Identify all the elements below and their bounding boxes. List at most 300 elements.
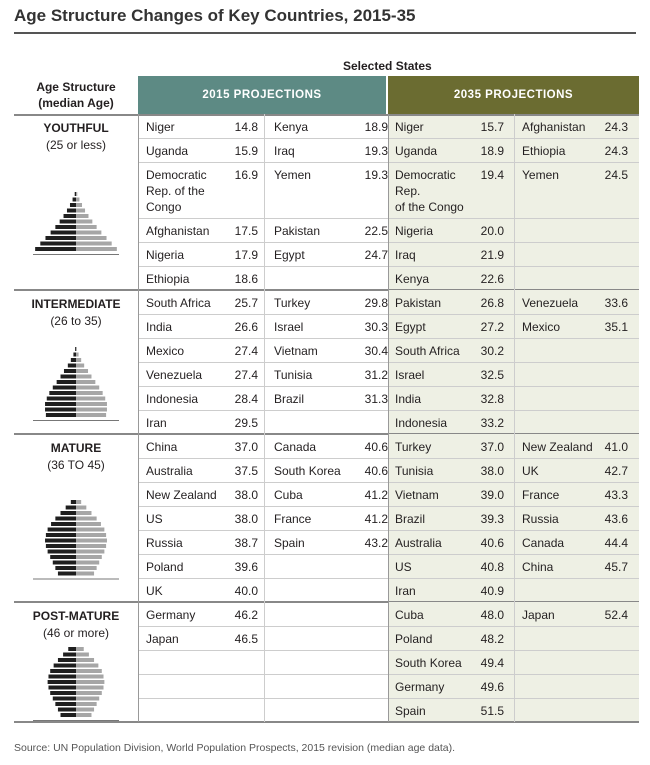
column-divider bbox=[514, 114, 515, 722]
median-age-value: 40.6 bbox=[364, 440, 388, 454]
median-age-value: 22.5 bbox=[364, 224, 388, 238]
median-age-value: 40.0 bbox=[234, 584, 258, 598]
country-name: Venezuela bbox=[522, 296, 579, 310]
pyramid-bar-male bbox=[57, 380, 76, 384]
pyramid-bar-female bbox=[76, 544, 106, 548]
pyramid-bar-male bbox=[48, 528, 76, 532]
pyramid-bar-male bbox=[35, 247, 76, 251]
median-age-value: 43.3 bbox=[604, 488, 628, 502]
age-structure-header-line2: (median Age) bbox=[38, 96, 114, 110]
pyramid-bar-female bbox=[76, 369, 88, 373]
country-name: UK bbox=[522, 464, 539, 478]
pyramid-bar-male bbox=[66, 506, 76, 510]
country-name: Iraq bbox=[274, 144, 295, 158]
pyramid-bar-female bbox=[76, 572, 94, 576]
median-age-value: 18.6 bbox=[234, 272, 258, 286]
row-divider bbox=[138, 530, 388, 531]
age-structure-header-line1: Age Structure bbox=[36, 80, 116, 94]
country-cell bbox=[146, 167, 258, 217]
median-age-value: 39.6 bbox=[234, 560, 258, 574]
pyramid-bar-female bbox=[76, 669, 102, 673]
country-name: Poland bbox=[146, 560, 184, 574]
row-divider bbox=[138, 578, 388, 579]
country-name: Germany bbox=[146, 608, 196, 622]
country-cell bbox=[395, 487, 504, 505]
country-cell bbox=[522, 463, 628, 481]
pyramid-bar-female bbox=[76, 247, 117, 251]
pyramid-bar-male bbox=[61, 511, 76, 515]
pyramid-bar-female bbox=[76, 707, 94, 711]
country-name: France bbox=[522, 488, 560, 502]
median-age-value: 40.6 bbox=[480, 536, 504, 550]
pyramid-bar-female bbox=[76, 396, 105, 400]
median-age-value: 38.0 bbox=[234, 488, 258, 502]
country-cell bbox=[146, 343, 258, 361]
country-name: Iran bbox=[146, 416, 167, 430]
pyramid-bar-female bbox=[76, 413, 106, 417]
median-age-value: 37.0 bbox=[480, 440, 504, 454]
section-label bbox=[14, 440, 138, 474]
pyramid-bar-male bbox=[47, 396, 76, 400]
pyramid-bar-male bbox=[50, 669, 76, 673]
country-name: Cuba bbox=[274, 488, 303, 502]
country-name: Indonesia bbox=[395, 416, 448, 430]
pyramid-bar-male bbox=[51, 522, 76, 526]
country-name: Nigeria bbox=[146, 248, 185, 262]
country-cell bbox=[274, 247, 388, 265]
pyramid-bar-female bbox=[76, 380, 95, 384]
country-name: US bbox=[395, 560, 412, 574]
country-name: Ethiopia bbox=[522, 144, 566, 158]
median-age-value: 52.4 bbox=[604, 608, 628, 622]
median-age-value: 24.7 bbox=[364, 248, 388, 262]
pyramid-bar-female bbox=[76, 528, 104, 532]
country-name: Egypt bbox=[274, 248, 305, 262]
median-age-value: 18.9 bbox=[364, 120, 388, 134]
country-name: Venezuela bbox=[146, 368, 203, 382]
country-cell bbox=[395, 559, 504, 577]
country-name: Uganda bbox=[146, 144, 189, 158]
section-range: (26 to 35) bbox=[50, 314, 102, 328]
median-age-value: 43.6 bbox=[604, 512, 628, 526]
country-name: Democratic Rep. of the Congo bbox=[146, 168, 207, 214]
country-name: Vietnam bbox=[274, 344, 318, 358]
country-name: Pakistan bbox=[274, 224, 321, 238]
pyramid-bar-female bbox=[76, 214, 88, 218]
country-cell bbox=[395, 223, 504, 241]
country-name: Spain bbox=[395, 704, 426, 718]
column-divider bbox=[388, 114, 389, 722]
pyramid-bar-female bbox=[76, 658, 94, 662]
pyramid-bar-male bbox=[49, 391, 76, 395]
selected-states-label: Selected States bbox=[343, 59, 432, 73]
country-cell bbox=[274, 143, 388, 161]
pyramid-bar-male bbox=[75, 192, 76, 196]
pyramid-bar-male bbox=[46, 413, 76, 417]
country-name: South Korea bbox=[395, 656, 462, 670]
country-cell bbox=[522, 511, 628, 529]
country-cell bbox=[522, 559, 628, 577]
median-age-value: 29.8 bbox=[364, 296, 388, 310]
pyramid-bar-female bbox=[76, 358, 81, 362]
pyramid-bar-female bbox=[76, 533, 106, 537]
pyramid-bar-male bbox=[45, 236, 76, 240]
pyramid-bar-male bbox=[60, 220, 76, 224]
country-cell bbox=[146, 535, 258, 553]
pyramid-bar-male bbox=[73, 198, 76, 202]
median-age-value: 42.7 bbox=[604, 464, 628, 478]
country-cell bbox=[395, 703, 504, 721]
country-cell bbox=[274, 487, 388, 505]
country-name: South Africa bbox=[146, 296, 211, 310]
country-name: Japan bbox=[522, 608, 555, 622]
median-age-value: 16.9 bbox=[234, 168, 258, 182]
country-cell bbox=[274, 295, 388, 313]
country-name: Kenya bbox=[395, 272, 430, 286]
country-cell bbox=[146, 247, 258, 265]
country-cell bbox=[395, 367, 504, 385]
country-name: Nigeria bbox=[395, 224, 434, 238]
pyramid-bar-female bbox=[76, 374, 91, 378]
country-cell bbox=[146, 439, 258, 457]
section-name: POST-MATURE bbox=[32, 609, 120, 623]
country-cell bbox=[395, 167, 504, 217]
median-age-value: 24.3 bbox=[604, 144, 628, 158]
median-age-value: 30.2 bbox=[480, 344, 504, 358]
country-name: Afghanistan bbox=[522, 120, 586, 134]
pyramid-bar-female bbox=[76, 209, 85, 213]
median-age-value: 25.7 bbox=[234, 296, 258, 310]
country-cell bbox=[395, 679, 504, 697]
country-name: Mexico bbox=[146, 344, 185, 358]
section-range: (36 TO 45) bbox=[47, 458, 105, 472]
country-cell bbox=[395, 535, 504, 553]
median-age-value: 20.0 bbox=[480, 224, 504, 238]
median-age-value: 41.2 bbox=[364, 488, 388, 502]
pyramid-bar-female bbox=[76, 702, 97, 706]
pyramid-bar-female bbox=[76, 663, 98, 667]
pyramid-bar-female bbox=[76, 352, 79, 356]
median-age-value: 24.5 bbox=[604, 168, 628, 182]
median-age-value: 30.4 bbox=[364, 344, 388, 358]
age-structure-header bbox=[14, 79, 138, 111]
country-name: Russia bbox=[146, 536, 183, 550]
median-age-value: 49.6 bbox=[480, 680, 504, 694]
country-cell bbox=[146, 391, 258, 409]
row-divider bbox=[138, 698, 388, 699]
pyramid-bar-female bbox=[76, 231, 101, 235]
pyramid-bar-male bbox=[58, 707, 76, 711]
median-age-value: 18.9 bbox=[480, 144, 504, 158]
population-pyramid-icon bbox=[31, 647, 121, 722]
pyramid-bar-male bbox=[48, 674, 76, 678]
country-name: Australia bbox=[395, 536, 442, 550]
median-age-value: 43.2 bbox=[364, 536, 388, 550]
row-divider bbox=[138, 362, 388, 363]
median-age-value: 29.5 bbox=[234, 416, 258, 430]
country-name: New Zealand bbox=[522, 440, 593, 454]
pyramid-bar-male bbox=[58, 658, 76, 662]
pyramid-bar-male bbox=[55, 566, 76, 570]
median-age-value: 26.6 bbox=[234, 320, 258, 334]
median-age-value: 17.5 bbox=[234, 224, 258, 238]
pyramid-bar-male bbox=[46, 544, 76, 548]
pyramid-bar-male bbox=[51, 231, 76, 235]
pyramid-bar-male bbox=[75, 347, 76, 351]
median-age-value: 15.9 bbox=[234, 144, 258, 158]
row-divider bbox=[138, 242, 388, 243]
country-name: Turkey bbox=[274, 296, 311, 310]
country-cell bbox=[522, 119, 628, 137]
pyramid-bar-male bbox=[48, 685, 76, 689]
country-name: South Korea bbox=[274, 464, 341, 478]
median-age-value: 19.4 bbox=[480, 168, 504, 182]
country-name: France bbox=[274, 512, 312, 526]
pyramid-bar-female bbox=[76, 236, 107, 240]
country-cell bbox=[274, 535, 388, 553]
country-cell bbox=[274, 367, 388, 385]
median-age-value: 38.0 bbox=[480, 464, 504, 478]
median-age-value: 46.5 bbox=[234, 632, 258, 646]
median-age-value: 31.2 bbox=[364, 368, 388, 382]
median-age-value: 45.7 bbox=[604, 560, 628, 574]
country-cell bbox=[146, 463, 258, 481]
median-age-value: 31.3 bbox=[364, 392, 388, 406]
section-name: INTERMEDIATE bbox=[31, 297, 121, 311]
country-cell bbox=[274, 463, 388, 481]
country-name: Niger bbox=[146, 120, 175, 134]
pyramid-bar-female bbox=[76, 713, 91, 717]
pyramid-bar-male bbox=[68, 363, 76, 367]
median-age-value: 22.6 bbox=[480, 272, 504, 286]
median-age-value: 41.2 bbox=[364, 512, 388, 526]
median-age-value: 41.0 bbox=[604, 440, 628, 454]
country-cell bbox=[395, 247, 504, 265]
median-age-value: 33.6 bbox=[604, 296, 628, 310]
median-age-value: 33.2 bbox=[480, 416, 504, 430]
country-name: Mexico bbox=[522, 320, 561, 334]
median-age-value: 14.8 bbox=[234, 120, 258, 134]
pyramid-bar-male bbox=[71, 358, 76, 362]
country-cell bbox=[146, 415, 258, 433]
country-cell bbox=[274, 511, 388, 529]
median-age-value: 48.2 bbox=[480, 632, 504, 646]
population-pyramid-icon bbox=[31, 347, 121, 422]
country-cell bbox=[395, 295, 504, 313]
pyramid-bar-male bbox=[53, 561, 76, 565]
row-divider bbox=[138, 482, 388, 483]
country-name: Tunisia bbox=[395, 464, 434, 478]
pyramid-bar-male bbox=[48, 680, 76, 684]
median-age-value: 35.1 bbox=[604, 320, 628, 334]
median-age-value: 37.0 bbox=[234, 440, 258, 454]
country-cell bbox=[274, 343, 388, 361]
country-name: Japan bbox=[146, 632, 179, 646]
pyramid-bar-female bbox=[76, 192, 77, 196]
pyramid-bar-male bbox=[45, 539, 76, 543]
median-age-value: 32.5 bbox=[480, 368, 504, 382]
section-name: YOUTHFUL bbox=[43, 121, 109, 135]
pyramid-bar-male bbox=[61, 374, 76, 378]
pyramid-bar-male bbox=[68, 647, 76, 651]
country-cell bbox=[395, 415, 504, 433]
country-name: Uganda bbox=[395, 144, 438, 158]
country-name: Israel bbox=[395, 368, 425, 382]
pyramid-bar-male bbox=[55, 517, 76, 521]
country-name: Iran bbox=[395, 584, 416, 598]
country-cell bbox=[146, 487, 258, 505]
pyramid-bar-female bbox=[76, 696, 99, 700]
country-cell bbox=[522, 167, 628, 217]
country-name: Niger bbox=[395, 120, 424, 134]
pyramid-bar-female bbox=[76, 242, 112, 246]
row-divider bbox=[138, 410, 388, 411]
pyramid-bar-male bbox=[50, 691, 76, 695]
row-divider bbox=[138, 674, 388, 675]
population-pyramid-icon bbox=[31, 500, 121, 580]
country-name: Canada bbox=[274, 440, 317, 454]
country-name: Iraq bbox=[395, 248, 416, 262]
median-age-value: 39.3 bbox=[480, 512, 504, 526]
country-cell bbox=[146, 631, 258, 649]
country-name: South Africa bbox=[395, 344, 460, 358]
country-name: New Zealand bbox=[146, 488, 217, 502]
country-name: Tunisia bbox=[274, 368, 313, 382]
country-name: Germany bbox=[395, 680, 445, 694]
pyramid-bar-male bbox=[53, 385, 76, 389]
country-cell bbox=[146, 271, 258, 289]
country-name: Yemen bbox=[522, 168, 559, 182]
country-name: Indonesia bbox=[146, 392, 199, 406]
country-cell bbox=[395, 511, 504, 529]
row-divider bbox=[138, 626, 388, 627]
median-age-value: 26.8 bbox=[480, 296, 504, 310]
country-cell bbox=[522, 607, 628, 625]
country-name: Kenya bbox=[274, 120, 309, 134]
pyramid-bar-female bbox=[76, 539, 107, 543]
country-cell bbox=[146, 559, 258, 577]
pyramid-bar-female bbox=[76, 225, 97, 229]
country-cell bbox=[395, 343, 504, 361]
pyramid-bar-female bbox=[76, 550, 104, 554]
median-age-value: 37.5 bbox=[234, 464, 258, 478]
country-name: Poland bbox=[395, 632, 433, 646]
pyramid-bar-female bbox=[76, 691, 102, 695]
median-age-value: 17.9 bbox=[234, 248, 258, 262]
country-cell bbox=[395, 631, 504, 649]
country-cell bbox=[395, 143, 504, 161]
country-cell bbox=[146, 295, 258, 313]
median-age-value: 51.5 bbox=[480, 704, 504, 718]
pyramid-bar-female bbox=[76, 647, 84, 651]
pyramid-bar-female bbox=[76, 198, 79, 202]
country-cell bbox=[395, 319, 504, 337]
section-label bbox=[14, 120, 138, 154]
pyramid-bar-female bbox=[76, 385, 99, 389]
pyramid-bar-male bbox=[55, 225, 76, 229]
country-name: Ethiopia bbox=[146, 272, 190, 286]
country-cell bbox=[146, 607, 258, 625]
chart-title: Age Structure Changes of Key Countries, 2015-35 bbox=[14, 6, 416, 25]
pyramid-bar-female bbox=[76, 652, 89, 656]
median-age-value: 19.3 bbox=[364, 144, 388, 158]
country-name: Pakistan bbox=[395, 296, 442, 310]
population-pyramid-icon bbox=[31, 192, 121, 256]
median-age-value: 46.2 bbox=[234, 608, 258, 622]
median-age-value: 40.6 bbox=[364, 464, 388, 478]
column-divider bbox=[264, 114, 265, 722]
country-cell bbox=[395, 119, 504, 137]
country-name: India bbox=[395, 392, 422, 406]
header-bottom-rule bbox=[14, 114, 639, 116]
country-name: Vietnam bbox=[395, 488, 439, 502]
median-age-value: 27.4 bbox=[234, 368, 258, 382]
country-cell bbox=[274, 167, 388, 217]
country-name: China bbox=[522, 560, 554, 574]
median-age-value: 32.8 bbox=[480, 392, 504, 406]
pyramid-bar-female bbox=[76, 391, 103, 395]
row-divider bbox=[138, 218, 388, 219]
pyramid-bar-male bbox=[63, 652, 76, 656]
title-rule bbox=[14, 32, 636, 34]
pyramid-bar-female bbox=[76, 566, 97, 570]
pyramid-bar-male bbox=[55, 702, 76, 706]
country-cell bbox=[395, 271, 504, 289]
row-divider bbox=[138, 458, 388, 459]
section-name: MATURE bbox=[50, 441, 102, 455]
median-age-value: 30.3 bbox=[364, 320, 388, 334]
pyramid-bar-female bbox=[76, 500, 81, 504]
country-name: Afghanistan bbox=[146, 224, 210, 238]
median-age-value: 27.2 bbox=[480, 320, 504, 334]
pyramid-bar-female bbox=[76, 561, 99, 565]
country-cell bbox=[395, 439, 504, 457]
pyramid-bar-female bbox=[76, 203, 82, 207]
pyramid-bar-male bbox=[45, 402, 76, 406]
pyramid-bar-male bbox=[64, 214, 76, 218]
median-age-value: 15.7 bbox=[480, 120, 504, 134]
country-name: US bbox=[146, 512, 163, 526]
pyramid-bar-female bbox=[76, 407, 107, 411]
country-cell bbox=[274, 319, 388, 337]
median-age-value: 38.7 bbox=[234, 536, 258, 550]
pyramid-bar-male bbox=[40, 242, 76, 246]
median-age-value: 24.3 bbox=[604, 120, 628, 134]
section-range: (46 or more) bbox=[42, 626, 110, 640]
country-name: Democratic Rep. of the Congo bbox=[395, 168, 464, 214]
country-cell bbox=[146, 367, 258, 385]
pyramid-bar-female bbox=[76, 347, 77, 351]
median-age-value: 48.0 bbox=[480, 608, 504, 622]
pyramid-bar-female bbox=[76, 517, 97, 521]
pyramid-bar-male bbox=[61, 713, 76, 717]
median-age-value: 21.9 bbox=[480, 248, 504, 262]
country-cell bbox=[146, 583, 258, 601]
pyramid-bar-male bbox=[50, 555, 76, 559]
pyramid-bar-male bbox=[46, 533, 76, 537]
median-age-value: 49.4 bbox=[480, 656, 504, 670]
pyramid-bar-female bbox=[76, 511, 91, 515]
pyramid-bar-female bbox=[76, 220, 92, 224]
country-name: Egypt bbox=[395, 320, 426, 334]
row-divider bbox=[138, 162, 388, 163]
pyramid-bar-male bbox=[73, 352, 76, 356]
median-age-value: 28.4 bbox=[234, 392, 258, 406]
column-divider bbox=[138, 114, 139, 722]
section-label bbox=[14, 608, 138, 642]
country-cell bbox=[274, 223, 388, 241]
country-cell bbox=[395, 607, 504, 625]
